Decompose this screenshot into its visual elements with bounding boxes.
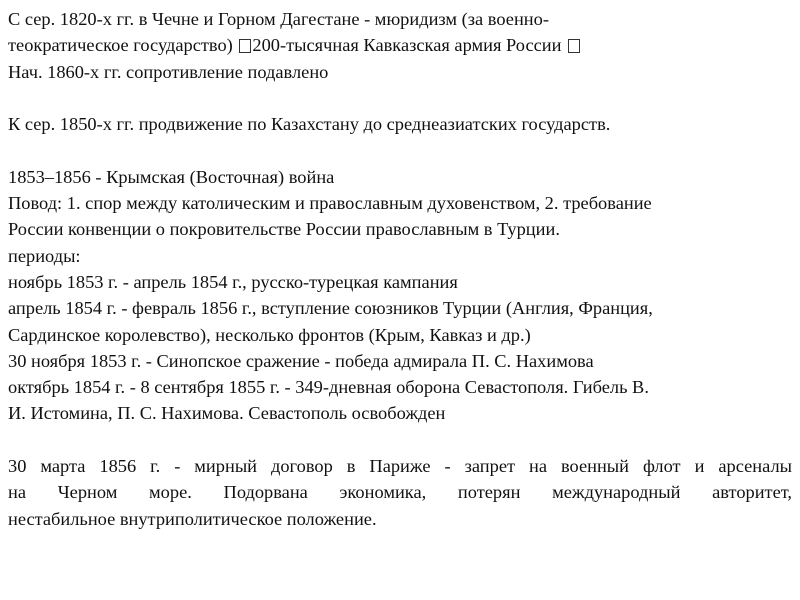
text-line <box>8 32 792 58</box>
paragraph-gap <box>8 85 792 111</box>
text-line: 1853–1856 - Крымская (Восточная) война <box>8 166 335 187</box>
text-line: России конвенции о покровительстве России православным в Турции. <box>8 219 560 240</box>
arrow-placeholder-icon <box>239 39 251 53</box>
text-line: октябрь 1854 г. - 8 сентября 1855 г. - 349-дневная оборона Севастополя. Гибель В. <box>8 377 649 398</box>
text-line: С сер. 1820-х гг. в Чечне и Горном Дагестане - мюридизм (за военно- <box>8 9 549 29</box>
text-line: К сер. 1850-х гг. продвижение по Казахстану до среднеазиатских государств. <box>8 114 611 135</box>
text-line: И. Истомина, П. С. Нахимова. Севастополь освобожден <box>8 403 446 424</box>
text-line: 30 марта 1856 г. - мирный договор в Париже - запрет на военный флот и арсеналы <box>8 456 792 477</box>
text-fragment: 200-тысячная Кавказская армия России <box>252 35 567 56</box>
text-line-wrap <box>8 479 792 505</box>
paragraph-gap <box>8 427 792 453</box>
paragraph-gap <box>8 137 792 163</box>
arrow-placeholder-icon <box>568 39 580 53</box>
text-line: Повод: 1. спор между католическим и православным духовенством, 2. требование <box>8 193 652 214</box>
text-line: на Черном море. Подорвана экономика, потерян международный авторитет, <box>8 482 792 503</box>
text-line: нестабильное внутриполитическое положение. <box>8 508 377 529</box>
slide-text-body <box>8 6 792 532</box>
text-line: апрель 1854 г. - февраль 1856 г., вступление союзников Турции (Англия, Франция, <box>8 298 653 319</box>
text-line: Сардинское королевство), несколько фронтов (Крым, Кавказ и др.) <box>8 324 531 345</box>
text-line: периоды: <box>8 245 81 266</box>
text-line-wrap <box>8 453 792 479</box>
text-fragment: теократическое государство) <box>8 35 238 56</box>
text-line: Нач. 1860-х гг. сопротивление подавлено <box>8 61 329 82</box>
text-line: ноябрь 1853 г. - апрель 1854 г., русско-турецкая кампания <box>8 271 458 292</box>
text-line: 30 ноября 1853 г. - Синопское сражение - победа адмирала П. С. Нахимова <box>8 350 594 371</box>
